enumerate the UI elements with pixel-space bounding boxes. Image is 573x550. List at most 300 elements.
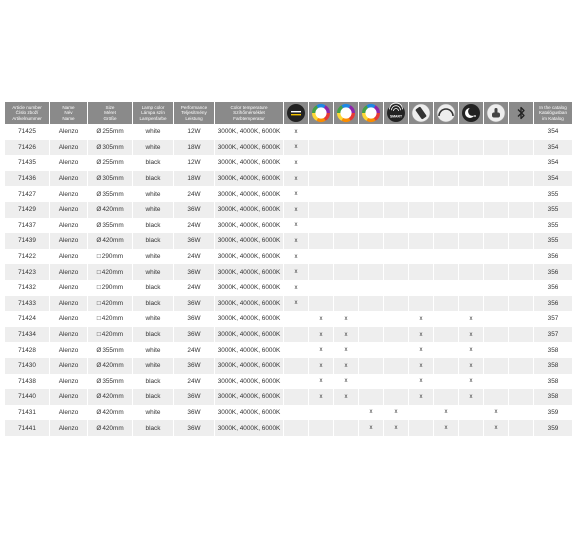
header-hand-sensor-icon (484, 102, 508, 124)
header-article-number-line: Article number (12, 105, 42, 111)
cell-feature-hand-sensor: x (484, 420, 508, 436)
cell-feature-hand-sensor (484, 140, 508, 156)
header-size (88, 102, 132, 124)
cell-performance: 36W (174, 405, 214, 421)
cell-feature-remote-control (409, 140, 433, 156)
header-bluetooth-icon (509, 102, 533, 124)
cell-feature-night-light: x (459, 327, 483, 343)
cell-feature-cct-color (334, 249, 358, 265)
rgb-color-icon (311, 103, 331, 123)
cell-feature-rgb-color: x (309, 342, 333, 358)
cell-feature-remote-control: x (409, 327, 433, 343)
diameter-symbol: Ø (96, 393, 102, 401)
cell-name: Alenzo (50, 358, 87, 374)
diameter-symbol: Ø (96, 206, 102, 214)
cell-feature-dimmer-arc (434, 280, 458, 296)
cell-article-number: 71434 (5, 327, 49, 343)
table-row (5, 264, 572, 280)
cell-performance: 36W (174, 389, 214, 405)
cell-feature-remote-control (409, 218, 433, 234)
cell-lamp-color: white (133, 249, 173, 265)
cell-feature-cct-color (334, 202, 358, 218)
header-performance-line: Leistung (185, 115, 203, 121)
cell-feature-dimmable: x (284, 202, 308, 218)
header-size-line: Size (105, 105, 115, 111)
header-rgb-cct-icon (359, 102, 383, 124)
diameter-symbol: Ø (96, 346, 102, 354)
header-article-number (5, 102, 49, 124)
cell-catalog-page: 355 (534, 233, 572, 249)
header-performance-line: Performance (180, 105, 208, 111)
cell-feature-smart (384, 202, 408, 218)
table-row (5, 186, 572, 202)
cell-feature-smart (384, 264, 408, 280)
cell-feature-dimmer-arc (434, 342, 458, 358)
cell-name: Alenzo (50, 327, 87, 343)
cell-feature-dimmer-arc (434, 374, 458, 390)
cell-feature-dimmer-arc (434, 218, 458, 234)
cell-size (88, 405, 132, 421)
cell-feature-rgb-color (309, 140, 333, 156)
cell-feature-bluetooth (509, 202, 533, 218)
cell-feature-hand-sensor (484, 342, 508, 358)
table-row (5, 140, 572, 156)
cell-feature-remote-control (409, 420, 433, 436)
cell-feature-night-light (459, 202, 483, 218)
cell-feature-rgb-cct (359, 140, 383, 156)
cell-color-temperature: 3000K, 4000K, 6000K (215, 374, 283, 390)
diameter-symbol: Ø (96, 377, 102, 385)
cell-feature-remote-control (409, 405, 433, 421)
cell-feature-cct-color (334, 280, 358, 296)
cell-catalog-page: 355 (534, 218, 572, 234)
cell-size (88, 202, 132, 218)
cell-catalog-page: 356 (534, 280, 572, 296)
cell-size (88, 124, 132, 140)
cell-color-temperature: 3000K, 4000K, 6000K (215, 140, 283, 156)
cell-feature-night-light (459, 171, 483, 187)
cell-size-value: 355mm (102, 221, 124, 229)
hand-sensor-icon (486, 103, 506, 123)
cell-color-temperature: 3000K, 4000K, 6000K (215, 389, 283, 405)
cell-catalog-page: 358 (534, 389, 572, 405)
cell-lamp-color: black (133, 374, 173, 390)
cell-feature-rgb-color (309, 124, 333, 140)
cell-article-number: 71429 (5, 202, 49, 218)
cell-performance: 36W (174, 202, 214, 218)
cell-lamp-color: white (133, 202, 173, 218)
cell-feature-dimmable: x (284, 296, 308, 312)
cell-feature-hand-sensor (484, 358, 508, 374)
cell-lamp-color: white (133, 186, 173, 202)
cell-catalog-page: 356 (534, 296, 572, 312)
cell-performance: 12W (174, 155, 214, 171)
cell-color-temperature: 3000K, 4000K, 6000K (215, 186, 283, 202)
cell-feature-rgb-cct: x (359, 405, 383, 421)
cell-feature-rgb-cct (359, 218, 383, 234)
square-symbol: □ (96, 299, 101, 307)
cell-article-number: 71433 (5, 296, 49, 312)
cell-feature-bluetooth (509, 405, 533, 421)
table-row (5, 374, 572, 390)
cell-size-value: 420mm (101, 331, 124, 339)
cell-performance: 36W (174, 296, 214, 312)
cell-feature-cct-color (334, 171, 358, 187)
cell-article-number: 71426 (5, 140, 49, 156)
header-color-temperature (215, 102, 283, 124)
product-spec-table-container (4, 102, 568, 436)
cell-feature-night-light: x (459, 342, 483, 358)
cell-feature-dimmer-arc (434, 358, 458, 374)
cell-feature-bluetooth (509, 171, 533, 187)
table-row (5, 218, 572, 234)
header-article-number-line: Artikelnummer (12, 115, 42, 121)
cell-catalog-page: 356 (534, 264, 572, 280)
cell-size-value: 290mm (101, 284, 124, 292)
cell-feature-cct-color (334, 296, 358, 312)
cell-feature-dimmable (284, 311, 308, 327)
cell-feature-bluetooth (509, 186, 533, 202)
cell-feature-rgb-color (309, 420, 333, 436)
cell-feature-cct-color: x (334, 311, 358, 327)
cell-feature-rgb-cct (359, 389, 383, 405)
square-symbol: □ (96, 284, 101, 292)
header-smart-icon (384, 102, 408, 124)
cell-catalog-page: 356 (534, 249, 572, 265)
cell-lamp-color: white (133, 358, 173, 374)
cell-catalog-page: 358 (534, 342, 572, 358)
cell-performance: 36W (174, 233, 214, 249)
cell-feature-dimmable (284, 420, 308, 436)
diameter-symbol: Ø (96, 190, 102, 198)
cell-feature-cct-color (334, 405, 358, 421)
cell-catalog-page: 358 (534, 358, 572, 374)
square-symbol: □ (96, 331, 101, 339)
header-lamp-color-line: Lamp color (141, 105, 165, 111)
cell-feature-night-light (459, 264, 483, 280)
cell-feature-night-light (459, 218, 483, 234)
cell-feature-cct-color (334, 155, 358, 171)
cell-article-number: 71424 (5, 311, 49, 327)
cell-size (88, 140, 132, 156)
table-row (5, 342, 572, 358)
cell-feature-hand-sensor (484, 264, 508, 280)
cell-catalog-page: 354 (534, 171, 572, 187)
header-color-temperature-line: Szíhőmérséklet (233, 110, 265, 116)
cell-article-number: 71436 (5, 171, 49, 187)
cell-color-temperature: 3000K, 4000K, 6000K (215, 327, 283, 343)
cell-feature-rgb-cct (359, 311, 383, 327)
cell-article-number: 71422 (5, 249, 49, 265)
cell-lamp-color: white (133, 140, 173, 156)
cell-feature-remote-control: x (409, 358, 433, 374)
cell-feature-dimmable: x (284, 218, 308, 234)
cell-lamp-color: black (133, 389, 173, 405)
cell-feature-smart (384, 296, 408, 312)
cell-size (88, 374, 132, 390)
dimmable-icon (286, 103, 306, 123)
cell-feature-smart (384, 374, 408, 390)
cell-performance: 36W (174, 358, 214, 374)
cell-feature-night-light (459, 140, 483, 156)
cell-lamp-color: white (133, 124, 173, 140)
cell-feature-dimmer-arc (434, 311, 458, 327)
cell-performance: 36W (174, 264, 214, 280)
cell-size-value: 305mm (102, 175, 124, 183)
cell-color-temperature: 3000K, 4000K, 6000K (215, 202, 283, 218)
cell-size-value: 355mm (102, 377, 124, 385)
cell-feature-bluetooth (509, 249, 533, 265)
dimmer-arc-icon (436, 103, 456, 123)
cell-feature-rgb-cct (359, 296, 383, 312)
cell-feature-smart: x (384, 405, 408, 421)
cell-feature-smart (384, 358, 408, 374)
header-performance-line: Teljesítmény (181, 110, 207, 116)
cell-feature-dimmable: x (284, 264, 308, 280)
diameter-symbol: Ø (96, 408, 102, 416)
cell-feature-dimmer-arc (434, 264, 458, 280)
cell-size (88, 420, 132, 436)
cell-name: Alenzo (50, 171, 87, 187)
cell-size (88, 218, 132, 234)
cell-performance: 36W (174, 420, 214, 436)
cell-color-temperature: 3000K, 4000K, 6000K (215, 311, 283, 327)
table-row (5, 202, 572, 218)
cell-feature-rgb-cct (359, 155, 383, 171)
cell-feature-hand-sensor (484, 155, 508, 171)
cell-name: Alenzo (50, 280, 87, 296)
cell-feature-dimmable: x (284, 171, 308, 187)
cell-feature-bluetooth (509, 358, 533, 374)
cell-size (88, 327, 132, 343)
cell-feature-remote-control: x (409, 342, 433, 358)
cell-catalog-page: 355 (534, 186, 572, 202)
cell-feature-rgb-cct (359, 327, 383, 343)
cell-feature-rgb-color: x (309, 327, 333, 343)
cell-feature-dimmer-arc (434, 202, 458, 218)
cell-article-number: 71440 (5, 389, 49, 405)
cell-feature-bluetooth (509, 218, 533, 234)
cell-performance: 24W (174, 342, 214, 358)
cell-name: Alenzo (50, 374, 87, 390)
table-row (5, 296, 572, 312)
cell-feature-rgb-cct (359, 124, 383, 140)
cell-feature-dimmable: x (284, 155, 308, 171)
cell-feature-cct-color: x (334, 327, 358, 343)
cell-size (88, 296, 132, 312)
table-row (5, 389, 572, 405)
cell-feature-night-light: x (459, 389, 483, 405)
cell-feature-cct-color (334, 264, 358, 280)
night-light-icon (461, 103, 481, 123)
cell-size-value: 355mm (102, 190, 124, 198)
cell-feature-smart (384, 186, 408, 202)
cell-size-value: 420mm (102, 237, 124, 245)
cell-feature-rgb-color (309, 264, 333, 280)
cell-size-value: 290mm (101, 253, 124, 261)
table-row (5, 358, 572, 374)
cell-feature-smart (384, 124, 408, 140)
cell-size-value: 355mm (102, 346, 124, 354)
cell-feature-cct-color (334, 420, 358, 436)
cell-color-temperature: 3000K, 4000K, 6000K (215, 233, 283, 249)
header-name-line: Name (62, 105, 75, 111)
rgb-cct-icon (361, 103, 381, 123)
cell-feature-smart: x (384, 420, 408, 436)
cell-feature-hand-sensor: x (484, 405, 508, 421)
cell-feature-hand-sensor (484, 327, 508, 343)
cell-name: Alenzo (50, 311, 87, 327)
cell-feature-night-light (459, 296, 483, 312)
cell-feature-night-light (459, 249, 483, 265)
cell-feature-remote-control (409, 171, 433, 187)
diameter-symbol: Ø (96, 128, 102, 136)
cell-feature-rgb-color: x (309, 358, 333, 374)
header-rgb-color-icon (309, 102, 333, 124)
cell-feature-bluetooth (509, 280, 533, 296)
cell-feature-night-light (459, 124, 483, 140)
cell-feature-rgb-color: x (309, 311, 333, 327)
cell-feature-remote-control (409, 233, 433, 249)
cell-feature-cct-color (334, 124, 358, 140)
cell-feature-rgb-cct (359, 374, 383, 390)
cell-feature-hand-sensor (484, 296, 508, 312)
cell-color-temperature: 3000K, 4000K, 6000K (215, 218, 283, 234)
header-color-temperature-line: Farbtemperatur (233, 115, 265, 121)
cell-color-temperature: 3000K, 4000K, 6000K (215, 296, 283, 312)
table-row (5, 233, 572, 249)
cell-catalog-page: 357 (534, 327, 572, 343)
cell-feature-dimmer-arc (434, 155, 458, 171)
cell-performance: 18W (174, 140, 214, 156)
cell-size (88, 358, 132, 374)
cell-feature-bluetooth (509, 140, 533, 156)
cell-name: Alenzo (50, 155, 87, 171)
cell-color-temperature: 3000K, 4000K, 6000K (215, 264, 283, 280)
cell-performance: 36W (174, 327, 214, 343)
cell-color-temperature: 3000K, 4000K, 6000K (215, 171, 283, 187)
cell-feature-dimmable (284, 327, 308, 343)
cell-size (88, 249, 132, 265)
product-spec-table (4, 102, 573, 436)
cell-performance: 24W (174, 249, 214, 265)
diameter-symbol: Ø (96, 362, 102, 370)
cell-feature-rgb-color (309, 202, 333, 218)
cell-feature-remote-control (409, 280, 433, 296)
cell-feature-dimmer-arc (434, 186, 458, 202)
cell-color-temperature: 3000K, 4000K, 6000K (215, 420, 283, 436)
cell-name: Alenzo (50, 233, 87, 249)
cell-feature-night-light (459, 155, 483, 171)
cell-feature-smart (384, 311, 408, 327)
cell-feature-rgb-color (309, 155, 333, 171)
header-catalog-page-line: im Katalog (542, 115, 564, 121)
cell-feature-dimmer-arc: x (434, 420, 458, 436)
cell-article-number: 71438 (5, 374, 49, 390)
header-night-light-icon (459, 102, 483, 124)
cell-feature-rgb-color (309, 280, 333, 296)
cell-feature-bluetooth (509, 296, 533, 312)
cell-catalog-page: 355 (534, 202, 572, 218)
cell-feature-remote-control (409, 202, 433, 218)
cell-feature-dimmer-arc (434, 249, 458, 265)
cell-performance: 36W (174, 311, 214, 327)
cell-feature-rgb-cct (359, 358, 383, 374)
header-dimmable-icon (284, 102, 308, 124)
cell-feature-rgb-color (309, 405, 333, 421)
cell-lamp-color: black (133, 420, 173, 436)
cell-feature-rgb-color: x (309, 389, 333, 405)
table-row (5, 280, 572, 296)
cell-feature-night-light: x (459, 374, 483, 390)
cell-feature-remote-control: x (409, 311, 433, 327)
cell-article-number: 71428 (5, 342, 49, 358)
cell-feature-dimmable: x (284, 140, 308, 156)
cell-feature-rgb-color (309, 171, 333, 187)
table-body (5, 124, 572, 436)
header-remote-control-icon (409, 102, 433, 124)
cell-color-temperature: 3000K, 4000K, 6000K (215, 280, 283, 296)
cell-feature-dimmable: x (284, 124, 308, 140)
header-cct-color-icon (334, 102, 358, 124)
cell-feature-hand-sensor (484, 124, 508, 140)
cell-lamp-color: black (133, 327, 173, 343)
cell-feature-bluetooth (509, 342, 533, 358)
cell-feature-night-light (459, 405, 483, 421)
cell-feature-dimmable (284, 342, 308, 358)
cell-feature-dimmer-arc: x (434, 405, 458, 421)
cell-feature-cct-color: x (334, 389, 358, 405)
diameter-symbol: Ø (96, 424, 102, 432)
table-row (5, 171, 572, 187)
cell-performance: 24W (174, 280, 214, 296)
cell-size (88, 155, 132, 171)
cell-feature-dimmable (284, 358, 308, 374)
header-name-line: Name (62, 115, 75, 121)
cell-catalog-page: 354 (534, 155, 572, 171)
header-article-number-line: Číslo zboží (15, 110, 39, 116)
cell-feature-hand-sensor (484, 171, 508, 187)
cell-name: Alenzo (50, 202, 87, 218)
cell-article-number: 71437 (5, 218, 49, 234)
cell-article-number: 71430 (5, 358, 49, 374)
cell-feature-smart (384, 327, 408, 343)
cell-feature-remote-control (409, 186, 433, 202)
diameter-symbol: Ø (96, 159, 102, 167)
cell-feature-cct-color: x (334, 374, 358, 390)
header-performance (174, 102, 214, 124)
cell-feature-remote-control: x (409, 374, 433, 390)
bluetooth-icon (511, 103, 531, 123)
cell-name: Alenzo (50, 264, 87, 280)
cell-catalog-page: 358 (534, 374, 572, 390)
header-lamp-color-line: Lampenfarbe (139, 115, 167, 121)
cell-performance: 12W (174, 124, 214, 140)
cell-article-number: 71432 (5, 280, 49, 296)
cell-feature-cct-color (334, 140, 358, 156)
cell-lamp-color: black (133, 280, 173, 296)
cell-feature-cct-color (334, 218, 358, 234)
header-size-line: Méret (104, 110, 116, 116)
cell-name: Alenzo (50, 218, 87, 234)
table-row (5, 155, 572, 171)
cell-catalog-page: 354 (534, 124, 572, 140)
table-row (5, 420, 572, 436)
cell-name: Alenzo (50, 342, 87, 358)
cell-color-temperature: 3000K, 4000K, 6000K (215, 124, 283, 140)
cell-color-temperature: 3000K, 4000K, 6000K (215, 155, 283, 171)
cell-feature-rgb-color (309, 186, 333, 202)
